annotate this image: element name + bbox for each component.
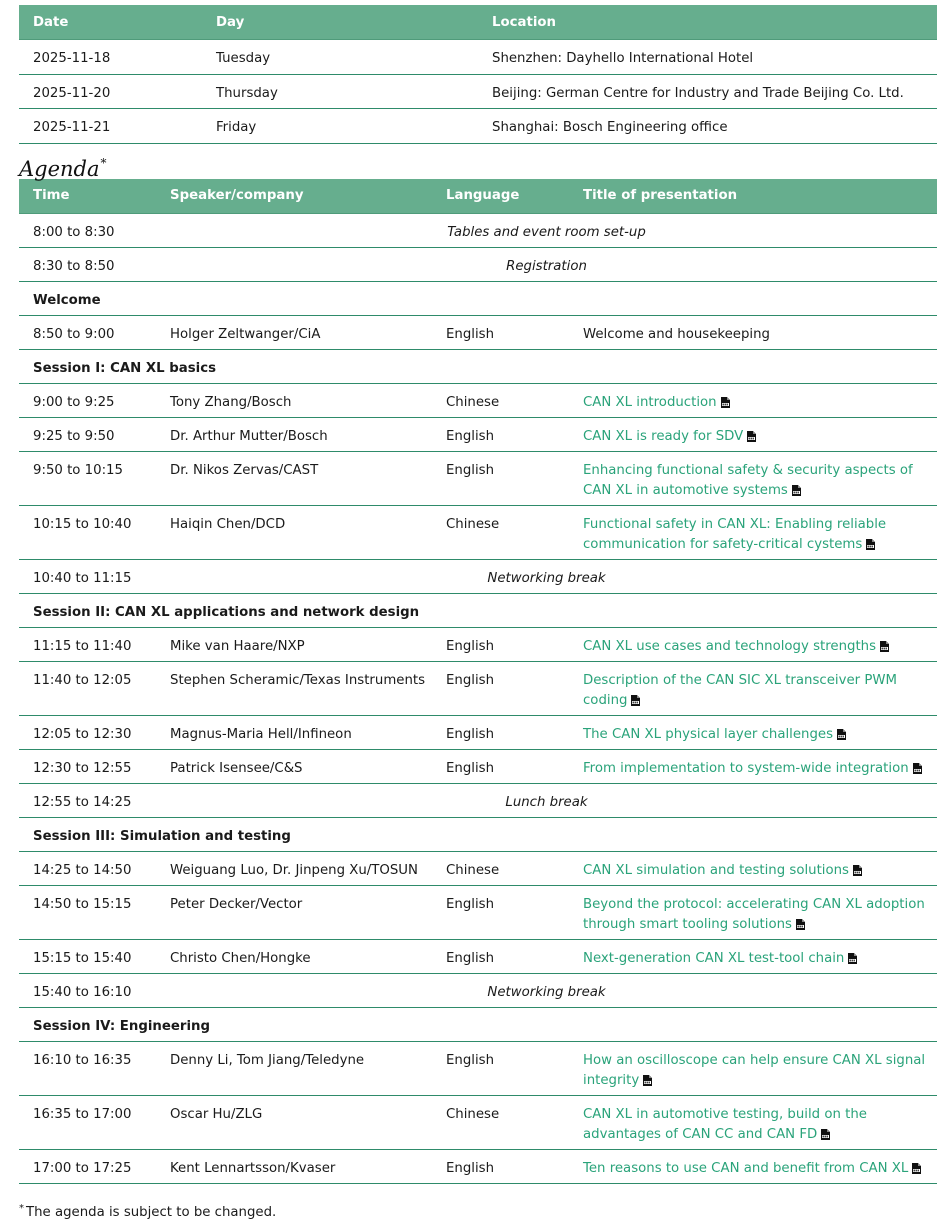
pdf-file-icon[interactable] <box>848 953 857 963</box>
locations-table <box>19 5 937 144</box>
agenda-time: 15:15 to 15:40 <box>19 939 156 973</box>
presentation-link[interactable]: The CAN XL physical layer challenges <box>583 726 834 742</box>
presentation-link[interactable]: CAN XL in automotive testing, build on the advantages of CAN CC and CAN FD <box>583 1106 867 1142</box>
agenda-header-row <box>19 179 937 214</box>
pdf-file-icon[interactable] <box>796 919 805 929</box>
pdf-file-icon[interactable] <box>721 397 730 407</box>
agenda-speaker: Holger Zeltwanger/CiA <box>156 315 432 349</box>
col-header-title: Title of presentation <box>569 179 937 214</box>
agenda-title-cell <box>569 851 937 885</box>
agenda-speaker: Stephen Scheramic/Texas Instruments <box>156 661 432 715</box>
location-date: 2025-11-18 <box>19 40 202 75</box>
agenda-title-cell <box>569 627 937 661</box>
agenda-language: English <box>432 1041 569 1095</box>
agenda-language: English <box>432 315 569 349</box>
talk-row <box>19 851 937 885</box>
talk-row <box>19 417 937 451</box>
break-row <box>19 783 937 817</box>
session-title: Welcome <box>19 281 937 315</box>
pdf-file-icon[interactable] <box>792 485 801 495</box>
agenda-time: 8:50 to 9:00 <box>19 315 156 349</box>
col-header-day: Day <box>202 5 478 40</box>
agenda-speaker: Mike van Haare/NXP <box>156 627 432 661</box>
break-row <box>19 213 937 247</box>
session-title: Session II: CAN XL applications and network design <box>19 593 937 627</box>
agenda-title-cell <box>569 715 937 749</box>
location-venue: Shanghai: Bosch Engineering office <box>478 109 937 144</box>
talk-row <box>19 1041 937 1095</box>
talk-row <box>19 1149 937 1183</box>
page-content <box>19 5 937 1184</box>
break-row <box>19 247 937 281</box>
presentation-link[interactable]: Description of the CAN SIC XL transceiver PWM coding <box>583 672 897 708</box>
agenda-title-cell <box>569 505 937 559</box>
agenda-time: 11:40 to 12:05 <box>19 661 156 715</box>
presentation-link[interactable]: Enhancing functional safety & security aspects of CAN XL in automotive systems <box>583 462 913 498</box>
talk-row <box>19 749 937 783</box>
agenda-time: 17:00 to 17:25 <box>19 1149 156 1183</box>
session-title: Session I: CAN XL basics <box>19 349 937 383</box>
presentation-link[interactable]: CAN XL simulation and testing solutions <box>583 862 849 878</box>
talk-row <box>19 627 937 661</box>
agenda-speaker: Dr. Nikos Zervas/CAST <box>156 451 432 505</box>
agenda-language: English <box>432 885 569 939</box>
agenda-time: 9:00 to 9:25 <box>19 383 156 417</box>
agenda-time: 8:30 to 8:50 <box>19 247 156 281</box>
col-header-location: Location <box>478 5 937 40</box>
agenda-title: Agenda <box>19 156 100 181</box>
agenda-title-cell <box>569 885 937 939</box>
break-label: Networking break <box>156 559 937 593</box>
location-day: Thursday <box>202 74 478 109</box>
location-venue: Shenzhen: Dayhello International Hotel <box>478 40 937 75</box>
pdf-file-icon[interactable] <box>643 1075 652 1085</box>
location-day: Tuesday <box>202 40 478 75</box>
location-date: 2025-11-21 <box>19 109 202 144</box>
break-row <box>19 559 937 593</box>
pdf-file-icon[interactable] <box>853 865 862 875</box>
agenda-language: Chinese <box>432 1095 569 1149</box>
talk-row <box>19 1095 937 1149</box>
pdf-file-icon[interactable] <box>866 539 875 549</box>
presentation-link[interactable]: Next-generation CAN XL test-tool chain <box>583 950 845 966</box>
talk-row <box>19 451 937 505</box>
agenda-heading <box>19 144 937 179</box>
agenda-language: Chinese <box>432 383 569 417</box>
talk-row <box>19 383 937 417</box>
presentation-link[interactable]: CAN XL introduction <box>583 394 717 410</box>
talk-row <box>19 505 937 559</box>
agenda-speaker: Tony Zhang/Bosch <box>156 383 432 417</box>
agenda-speaker: Magnus-Maria Hell/Infineon <box>156 715 432 749</box>
locations-header-row <box>19 5 937 40</box>
agenda-speaker: Dr. Arthur Mutter/Bosch <box>156 417 432 451</box>
agenda-language: Chinese <box>432 851 569 885</box>
location-row <box>19 74 937 109</box>
session-row <box>19 349 937 383</box>
presentation-link[interactable]: From implementation to system-wide integration <box>583 760 909 776</box>
agenda-time: 9:25 to 9:50 <box>19 417 156 451</box>
talk-row <box>19 885 937 939</box>
presentation-title: Welcome and housekeeping <box>583 326 770 342</box>
break-row <box>19 973 937 1007</box>
footnote <box>19 1203 276 1220</box>
agenda-title-cell <box>569 383 937 417</box>
agenda-title-cell <box>569 661 937 715</box>
agenda-speaker: Haiqin Chen/DCD <box>156 505 432 559</box>
agenda-time: 14:25 to 14:50 <box>19 851 156 885</box>
agenda-title-cell <box>569 315 937 349</box>
agenda-time: 16:35 to 17:00 <box>19 1095 156 1149</box>
agenda-language: English <box>432 749 569 783</box>
pdf-file-icon[interactable] <box>631 695 640 705</box>
session-row <box>19 1007 937 1041</box>
col-header-speaker: Speaker/company <box>156 179 432 214</box>
session-row <box>19 817 937 851</box>
session-row <box>19 593 937 627</box>
presentation-link[interactable]: CAN XL use cases and technology strengths <box>583 638 877 654</box>
agenda-speaker: Kent Lennartsson/Kvaser <box>156 1149 432 1183</box>
presentation-link[interactable]: Ten reasons to use CAN and benefit from CAN XL <box>583 1160 909 1176</box>
presentation-link[interactable]: How an oscilloscope can help ensure CAN XL signal integrity <box>583 1052 926 1088</box>
agenda-language: English <box>432 661 569 715</box>
location-day: Friday <box>202 109 478 144</box>
session-title: Session IV: Engineering <box>19 1007 937 1041</box>
pdf-file-icon[interactable] <box>747 431 756 441</box>
agenda-title-cell <box>569 1095 937 1149</box>
break-label: Networking break <box>156 973 937 1007</box>
pdf-file-icon[interactable] <box>913 763 922 773</box>
break-label: Lunch break <box>156 783 937 817</box>
agenda-time: 9:50 to 10:15 <box>19 451 156 505</box>
pdf-file-icon[interactable] <box>821 1129 830 1139</box>
agenda-language: English <box>432 715 569 749</box>
agenda-title-cell <box>569 1149 937 1183</box>
col-header-language: Language <box>432 179 569 214</box>
break-label: Tables and event room set-up <box>156 213 937 247</box>
break-label: Registration <box>156 247 937 281</box>
presentation-link[interactable]: CAN XL is ready for SDV <box>583 428 744 444</box>
agenda-speaker: Denny Li, Tom Jiang/Teledyne <box>156 1041 432 1095</box>
agenda-language: English <box>432 1149 569 1183</box>
agenda-time: 10:15 to 10:40 <box>19 505 156 559</box>
agenda-title-cell <box>569 749 937 783</box>
agenda-language: English <box>432 417 569 451</box>
col-header-date: Date <box>19 5 202 40</box>
session-row <box>19 281 937 315</box>
agenda-time: 16:10 to 16:35 <box>19 1041 156 1095</box>
talk-row <box>19 715 937 749</box>
talk-row <box>19 939 937 973</box>
agenda-language: English <box>432 939 569 973</box>
agenda-time: 12:30 to 12:55 <box>19 749 156 783</box>
agenda-time: 15:40 to 16:10 <box>19 973 156 1007</box>
pdf-file-icon[interactable] <box>880 641 889 651</box>
agenda-title-cell <box>569 1041 937 1095</box>
presentation-link[interactable]: Functional safety in CAN XL: Enabling reliable communication for safety-critical cystems <box>583 516 887 552</box>
presentation-link[interactable]: Beyond the protocol: accelerating CAN XL adoption through smart tooling solutions <box>583 896 925 932</box>
agenda-title-cell <box>569 939 937 973</box>
agenda-speaker: Peter Decker/Vector <box>156 885 432 939</box>
agenda-time: 8:00 to 8:30 <box>19 213 156 247</box>
agenda-time: 12:55 to 14:25 <box>19 783 156 817</box>
agenda-time: 14:50 to 15:15 <box>19 885 156 939</box>
agenda-speaker: Weiguang Luo, Dr. Jinpeng Xu/TOSUN <box>156 851 432 885</box>
agenda-speaker: Oscar Hu/ZLG <box>156 1095 432 1149</box>
footnote-text: The agenda is subject to be changed. <box>26 1205 277 1220</box>
pdf-file-icon[interactable] <box>837 729 846 739</box>
session-title: Session III: Simulation and testing <box>19 817 937 851</box>
agenda-time: 11:15 to 11:40 <box>19 627 156 661</box>
pdf-file-icon[interactable] <box>912 1163 921 1173</box>
location-venue: Beijing: German Centre for Industry and Trade Beijing Co. Ltd. <box>478 74 937 109</box>
agenda-title-cell <box>569 417 937 451</box>
talk-row <box>19 661 937 715</box>
location-row <box>19 40 937 75</box>
talk-row <box>19 315 937 349</box>
agenda-title-mark: * <box>100 155 107 170</box>
footnote-mark: * <box>19 1203 24 1214</box>
agenda-time: 12:05 to 12:30 <box>19 715 156 749</box>
location-row <box>19 109 937 144</box>
agenda-language: Chinese <box>432 505 569 559</box>
agenda-language: English <box>432 627 569 661</box>
agenda-speaker: Christo Chen/Hongke <box>156 939 432 973</box>
agenda-time: 10:40 to 11:15 <box>19 559 156 593</box>
agenda-title-cell <box>569 451 937 505</box>
agenda-language: English <box>432 451 569 505</box>
agenda-table <box>19 179 937 1184</box>
agenda-speaker: Patrick Isensee/C&S <box>156 749 432 783</box>
col-header-time: Time <box>19 179 156 214</box>
location-date: 2025-11-20 <box>19 74 202 109</box>
